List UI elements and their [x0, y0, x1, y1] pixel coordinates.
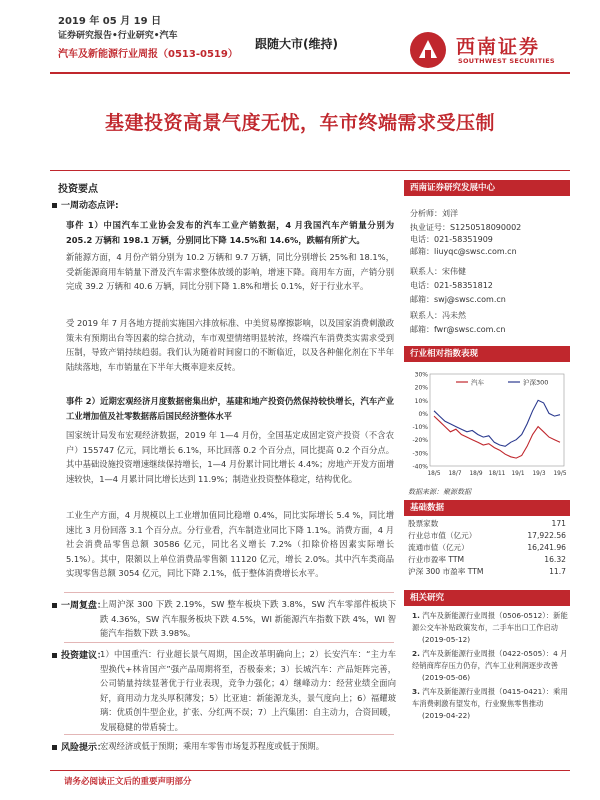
rating: 跟随大市(维持) — [255, 37, 338, 51]
footer-divider — [50, 770, 570, 771]
strategy-text: 1）中国重汽：行业超长景气周期，国企改革明确向上；2）长安汽车：“主力车型换代+林肯国产”强产品周期将至，否极泰来；3）长城汽车：产品矩阵完善，公司销量持续显著优于行业表现，竞争力强化；4）继峰动力：经营业绩全面向好，商用动力龙头厚积薄发；5）比亚迪：新能源龙头，景气度向上；6）福耀玻璃：优质创牛型企业，扩张、分红两不误；7）上汽集团：自主动力，合资回暖，发展稳健的带盾骑士。 — [100, 649, 396, 732]
divider — [64, 642, 394, 643]
macro-paragraph: 国家统计局发布宏观经济数据，2019 年 1—4 月份，全国基定成固定资产投资（不含农户）155747 亿元，同比增长 6.1%，环比回落 0.2 个百分点，同比提高 0.2 个百分点。其中基础设施投资增速继续保持增长，1—4 月份累计同比增长 4.4%；房地产开发方面增速较快，1—4 月累计同比增长达到 11.9%；制造业投资整体稳定，结构优化。 — [66, 430, 394, 484]
related-item-date: (2019-05-06) — [422, 673, 471, 683]
table-row — [406, 529, 568, 541]
analyst-cert: 执业证号：S1250518090002 — [410, 223, 522, 232]
x-tick-label: 18/11 — [488, 471, 506, 477]
analyst-phone: 电话：021-58351909 — [410, 235, 493, 244]
page-title: 基建投资高景气度无忧，车市终端需求受压制 — [104, 112, 495, 134]
y-tick-label: -30% — [412, 450, 428, 458]
divider — [64, 734, 394, 735]
legend-label: 沪深300 — [523, 378, 549, 387]
related-item-number: 3. — [412, 687, 420, 696]
bullet-icon — [52, 203, 57, 208]
table-row — [406, 554, 568, 566]
related-item[interactable] — [412, 610, 570, 647]
related-item-date: (2019-05-12) — [422, 635, 471, 645]
related-item-text: 汽车及新能源行业周报（0422-0505）：4 月经销商库存压力仍存，汽车工业利润逐步改善 — [412, 649, 568, 671]
nev-paragraph: 新能源方面，4 月份产销分别为 10.2 万辆和 9.7 万辆，同比分别增长 25%和 18.1%，受新能源商用车销量下滑及汽车需求整体放缓的影响，增速下降。商用车方面，产销分别完成 39.2 万辆和 40.6 万辆，同比分别下降 1.8%和增长 0.1%，好于行业水平。 — [66, 252, 394, 292]
y-tick-label: 20% — [414, 384, 428, 392]
bullet-icon — [52, 603, 57, 608]
related-item-number: 1. — [412, 611, 420, 620]
row-label: 行业总市值（亿元） — [408, 530, 477, 540]
logo-text-cn: 西南证券 — [456, 36, 541, 58]
event2-paragraph: 事件 2）近期宏观经济月度数据密集出炉，基建和地产投资仍然保持较快增长，汽车产业工业增加值及社零数据落后国民经济整体水平 — [66, 396, 394, 421]
bullet-icon — [52, 745, 57, 750]
row-value: 11.7 — [549, 567, 566, 577]
row-value: 16,241.96 — [527, 542, 566, 552]
chart-heading: 行业相对指数表现 — [404, 346, 570, 362]
fundamentals-heading: 基础数据 — [404, 500, 570, 516]
contact2-name: 联系人：冯未然 — [410, 311, 466, 320]
y-tick-label: -10% — [412, 424, 428, 432]
analyst-email[interactable]: 邮箱：liuyqc@swsc.com.cn — [410, 247, 517, 256]
series-line-csi300 — [434, 400, 560, 446]
risk-text: 宏观经济或低于预期；乘用车零售市场复苏程度或低于预期。 — [100, 741, 325, 751]
related-item-number: 2. — [412, 649, 420, 658]
related-item-text: 汽车及新能源行业周报（0506-0512）：新能源公交车补贴政策发布，二手车出口工作启动 — [412, 611, 568, 633]
y-tick-label: 30% — [414, 371, 428, 379]
report-series: 汽车及新能源行业周报（0513-0519） — [58, 49, 238, 60]
outlook-paragraph: 受 2019 年 7 月各地方提前实施国六排放标准、中美贸易摩擦影响，以及国家消费刺激政策未有预期出台等因素的综合扰动，车市观望情绪明显转浓，终端汽车消费类实需求受到压制，导致产销持续趋弱。我们认为随着时间窗口的不断临近，以及各种催化剂在下半年陆续落地，车市销量在下半年大概率迎来反转。 — [66, 318, 394, 372]
row-value: 17,922.56 — [527, 530, 566, 540]
related-item-text: 汽车及新能源行业周报（0415-0421）：乘用车消费刺激有望发布，行业聚焦零售推动 — [412, 687, 568, 709]
x-tick-label: 19/1 — [511, 471, 525, 477]
row-label: 流通市值（亿元） — [408, 542, 469, 552]
x-tick-label: 19/3 — [532, 471, 546, 477]
chart-svg — [404, 366, 570, 484]
related-item[interactable] — [412, 686, 570, 723]
report-type: 证券研究报告•行业研究•汽车 — [58, 31, 178, 41]
industry-paragraph: 工业生产方面，4 月规模以上工业增加值同比稳增 0.4%，同比实际增长 5.4 %，同比增速比 3 月份回落 3.1 个百分点。分行业看，汽车制造业同比下降 1.1%。消费方面，4 月社会消费品零售总额 30586 亿元，同比名义增长 7.2%（扣除价格因素实际增长 5.1%）。其中，限额以上单位消费品零售额 11120 亿元，增长 2.0%。其中汽车类商品实现零售总额 3054 亿元，同比下降 2.1%，低于整体消费增长水平。 — [66, 510, 394, 579]
event1-paragraph: 事件 1）中国汽车工业协会发布的汽车工业产销数据，4 月我国汽车产销量分别为 205.2 万辆和 198.1 万辆，分别同比下降 14.5%和 14.6%，跌幅有所扩大。 — [66, 220, 394, 245]
row-value: 171 — [551, 518, 566, 528]
relative-index-chart — [404, 366, 570, 484]
row-label: 行业市盈率 TTM — [408, 555, 465, 565]
y-tick-label: 0% — [418, 410, 428, 418]
series-line-auto — [434, 416, 560, 458]
related-item-date: (2019-04-22) — [422, 711, 471, 721]
contact1-email[interactable]: 邮箱：swj@swsc.com.cn — [410, 295, 506, 304]
table-row — [406, 517, 568, 529]
related-heading: 相关研究 — [404, 590, 570, 606]
strategy-label: 投资建议： — [52, 648, 106, 661]
table-row — [406, 566, 568, 578]
row-value: 16.32 — [544, 555, 566, 565]
footer-disclaimer[interactable]: 请务必阅读正文后的重要声明部分 — [64, 777, 192, 787]
plot-frame — [430, 374, 564, 466]
chart-source: 数据来源：聚源数据 — [408, 488, 471, 496]
table-row — [406, 541, 568, 553]
y-tick-label: -20% — [412, 437, 428, 445]
logo-text-en: SOUTHWEST SECURITIES — [458, 57, 555, 65]
logo-mark-icon — [408, 30, 448, 70]
x-tick-label: 18/9 — [469, 471, 483, 477]
summary-subheading: 一周动态点评: — [52, 198, 119, 211]
contact1-phone: 电话：021-58351812 — [410, 281, 493, 290]
x-tick-label: 18/7 — [448, 471, 462, 477]
report-date: 2019 年 05 月 19 日 — [58, 16, 162, 27]
y-tick-label: 10% — [414, 397, 428, 405]
team-heading: 西南证券研究发展中心 — [404, 180, 570, 196]
row-label: 股票家数 — [408, 518, 439, 528]
contact1-name: 联系人：宋伟健 — [410, 267, 466, 276]
divider — [64, 592, 394, 593]
x-tick-label: 18/5 — [427, 471, 441, 477]
header-divider — [50, 72, 570, 74]
row-label: 沪深 300 市盈率 TTM — [408, 567, 484, 577]
title-divider — [50, 170, 570, 171]
y-tick-label: -40% — [412, 463, 428, 471]
analyst-name: 分析师：刘洋 — [410, 209, 458, 218]
summary-heading: 投资要点 — [58, 184, 98, 195]
x-tick-label: 19/5 — [553, 471, 567, 477]
contact2-email[interactable]: 邮箱：fwr@swsc.com.cn — [410, 325, 506, 334]
weekly-review-text: 上周沪深 300 下跌 2.19%，SW 整车板块下跌 3.8%，SW 汽车零部件板块下跌 4.36%，SW 汽车服务板块下跌 4.5%，WI 新能源汽车指数下跌 4%，WI 智能汽车指数下跌 3.98%。 — [100, 599, 396, 639]
logo — [408, 30, 568, 72]
weekly-review-label: 一周复盘： — [52, 598, 106, 611]
legend-label: 汽车 — [471, 378, 484, 387]
risk-label: 风险提示： — [52, 740, 106, 753]
fundamentals-table — [406, 517, 568, 578]
related-item[interactable] — [412, 648, 570, 685]
bullet-icon — [52, 653, 57, 658]
